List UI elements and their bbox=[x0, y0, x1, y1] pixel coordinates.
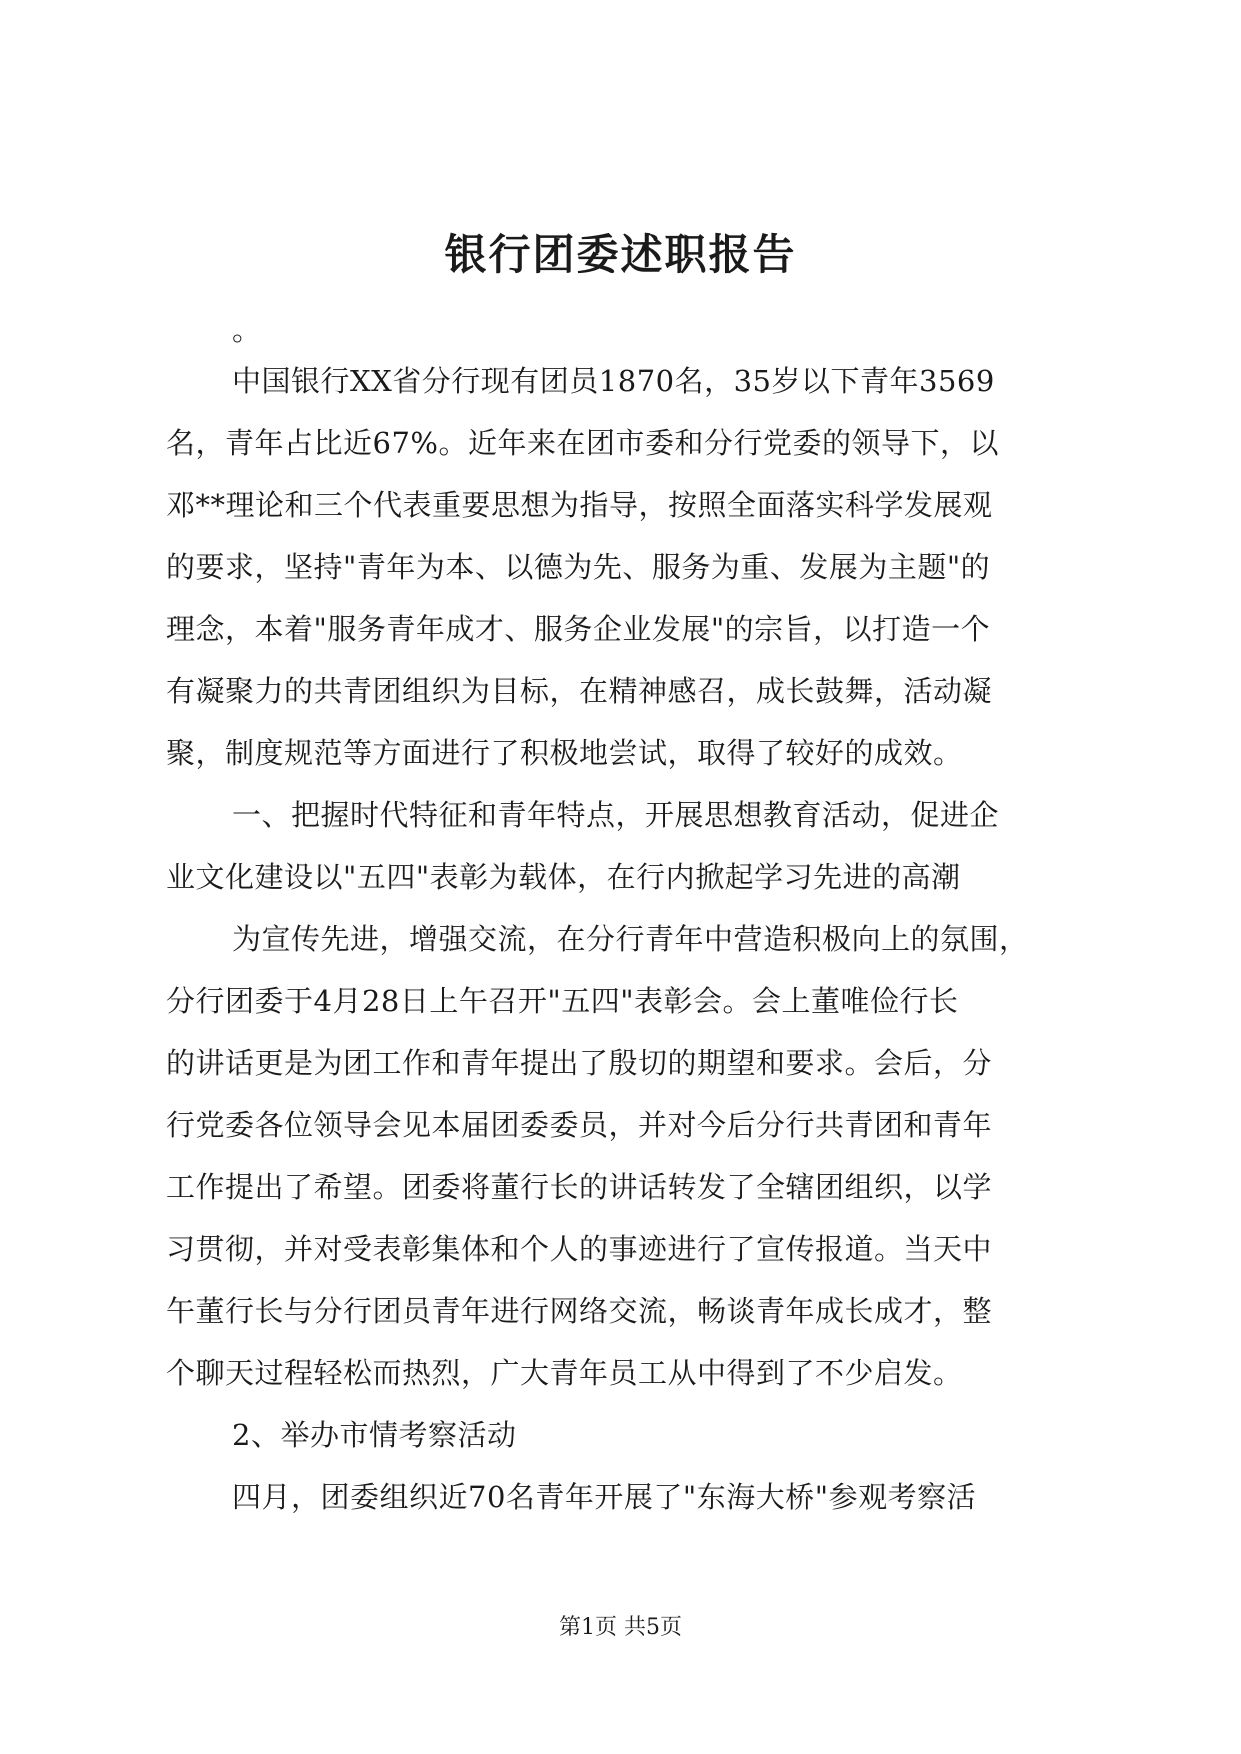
page-footer: 第1页 共5页 bbox=[559, 1615, 682, 1640]
paragraph-line: 的要求，坚持"青年为本、以德为先、服务为重、发展为主题"的 bbox=[166, 550, 991, 584]
paragraph-line: 有凝聚力的共青团组织为目标，在精神感召，成长鼓舞，活动凝 bbox=[166, 674, 993, 708]
paragraph-line: 理念，本着"服务青年成才、服务企业发展"的宗旨，以打造一个 bbox=[166, 612, 991, 646]
paragraph-line: 个聊天过程轻松而热烈，广大青年员工从中得到了不少启发。 bbox=[166, 1356, 963, 1390]
paragraph-line: 聚，制度规范等方面进行了积极地尝试，取得了较好的成效。 bbox=[166, 736, 963, 770]
paragraph-line: 的讲话更是为团工作和青年提出了殷切的期望和要求。会后，分 bbox=[166, 1046, 993, 1080]
paragraph-line: 。 bbox=[232, 313, 262, 347]
paragraph-line: 工作提出了希望。团委将董行长的讲话转发了全辖团组织，以学 bbox=[166, 1170, 993, 1204]
document-title: 银行团委述职报告 bbox=[444, 230, 797, 279]
paragraph-line: 习贯彻，并对受表彰集体和个人的事迹进行了宣传报道。当天中 bbox=[166, 1232, 993, 1266]
paragraph-line: 邓**理论和三个代表重要思想为指导，按照全面落实科学发展观 bbox=[166, 488, 993, 522]
paragraph-line: 业文化建设以"五四"表彰为载体，在行内掀起学习先进的高潮 bbox=[166, 860, 961, 894]
paragraph-line: 一、把握时代特征和青年特点，开展思想教育活动，促进企 bbox=[232, 798, 1000, 832]
paragraph-line: 四月，团委组织近70名青年开展了"东海大桥"参观考察活 bbox=[232, 1480, 977, 1514]
paragraph-line: 为宣传先进，增强交流，在分行青年中营造积极向上的氛围， bbox=[232, 922, 1029, 956]
paragraph-line: 中国银行XX省分行现有团员1870名，35岁以下青年3569 bbox=[232, 364, 995, 398]
paragraph-line: 午董行长与分行团员青年进行网络交流，畅谈青年成长成才，整 bbox=[166, 1294, 993, 1328]
paragraph-line: 分行团委于4月28日上午召开"五四"表彰会。会上董唯俭行长 bbox=[166, 984, 959, 1018]
paragraph-line: 名，青年占比近67%。近年来在团市委和分行党委的领导下，以 bbox=[166, 426, 999, 460]
section-heading: 2、举办市情考察活动 bbox=[232, 1418, 517, 1452]
paragraph-line: 行党委各位领导会见本届团委委员，并对今后分行共青团和青年 bbox=[166, 1108, 993, 1142]
